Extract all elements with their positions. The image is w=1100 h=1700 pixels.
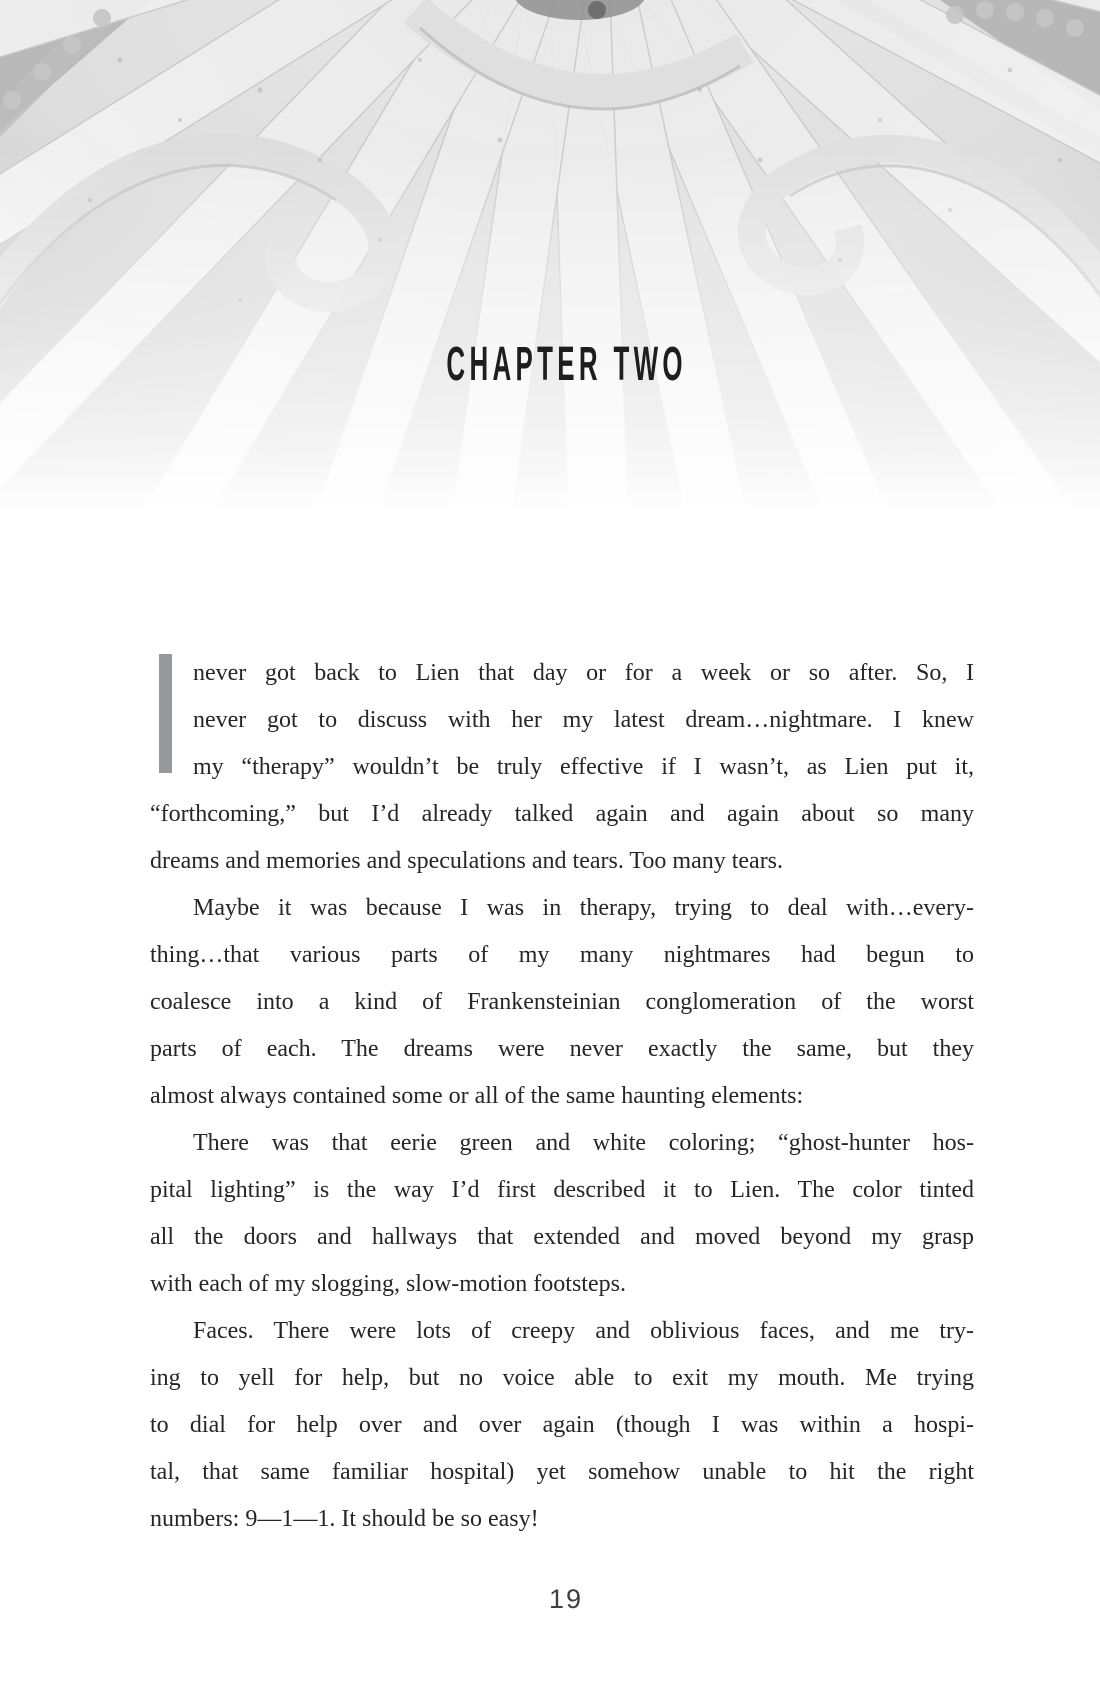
paragraph — [150, 650, 974, 885]
text-line: parts of each. The dreams were never exactly the same, but they — [150, 1036, 974, 1062]
text-line: never got back to Lien that day or for a week or so after. So, I — [193, 660, 974, 686]
text-line: with each of my slogging, slow-motion footsteps. — [150, 1271, 626, 1297]
paragraph — [150, 1120, 974, 1308]
text-line: “forthcoming,” but I’d already talked again and again about so many — [150, 801, 974, 827]
text-line: numbers: 9—1—1. It should be so easy! — [150, 1506, 539, 1532]
chapter-header-image — [0, 0, 1100, 512]
text-line: Maybe it was because I was in therapy, trying to deal with…every- — [193, 895, 974, 921]
body-text — [150, 650, 974, 1543]
text-line: my “therapy” wouldn’t be truly effective if I wasn’t, as Lien put it, — [193, 754, 974, 780]
paragraph — [150, 1308, 974, 1543]
text-line: There was that eerie green and white coloring; “ghost-hunter hos- — [193, 1130, 974, 1156]
text-line: thing…that various parts of my many nightmares had begun to — [150, 942, 974, 968]
text-line: pital lighting” is the way I’d first described it to Lien. The color tinted — [150, 1177, 974, 1203]
text-line: ing to yell for help, but no voice able to exit my mouth. Me trying — [150, 1365, 974, 1391]
chapter-title-text: CHAPTER TWO — [446, 338, 688, 391]
text-line: never got to discuss with her my latest dream…nightmare. I knew — [193, 707, 974, 733]
text-line: almost always contained some or all of the same haunting elements: — [150, 1083, 804, 1109]
text-line: to dial for help over and over again (though I was within a hospi- — [150, 1412, 974, 1438]
text-line: all the doors and hallways that extended and moved beyond my grasp — [150, 1224, 974, 1250]
text-line: dreams and memories and speculations and tears. Too many tears. — [150, 848, 784, 874]
paragraph — [150, 885, 974, 1120]
chapter-title — [0, 338, 1100, 391]
text-line: coalesce into a kind of Frankensteinian conglomeration of the worst — [150, 989, 974, 1015]
page-number — [0, 1584, 1100, 1615]
text-line: tal, that same familiar hospital) yet somehow unable to hit the right — [150, 1459, 974, 1485]
page-number-text: 19 — [548, 1584, 584, 1614]
drop-cap-letter — [159, 654, 172, 773]
radial-spokes-photo-icon — [0, 0, 1100, 512]
text-line: Faces. There were lots of creepy and oblivious faces, and me try- — [193, 1318, 974, 1344]
